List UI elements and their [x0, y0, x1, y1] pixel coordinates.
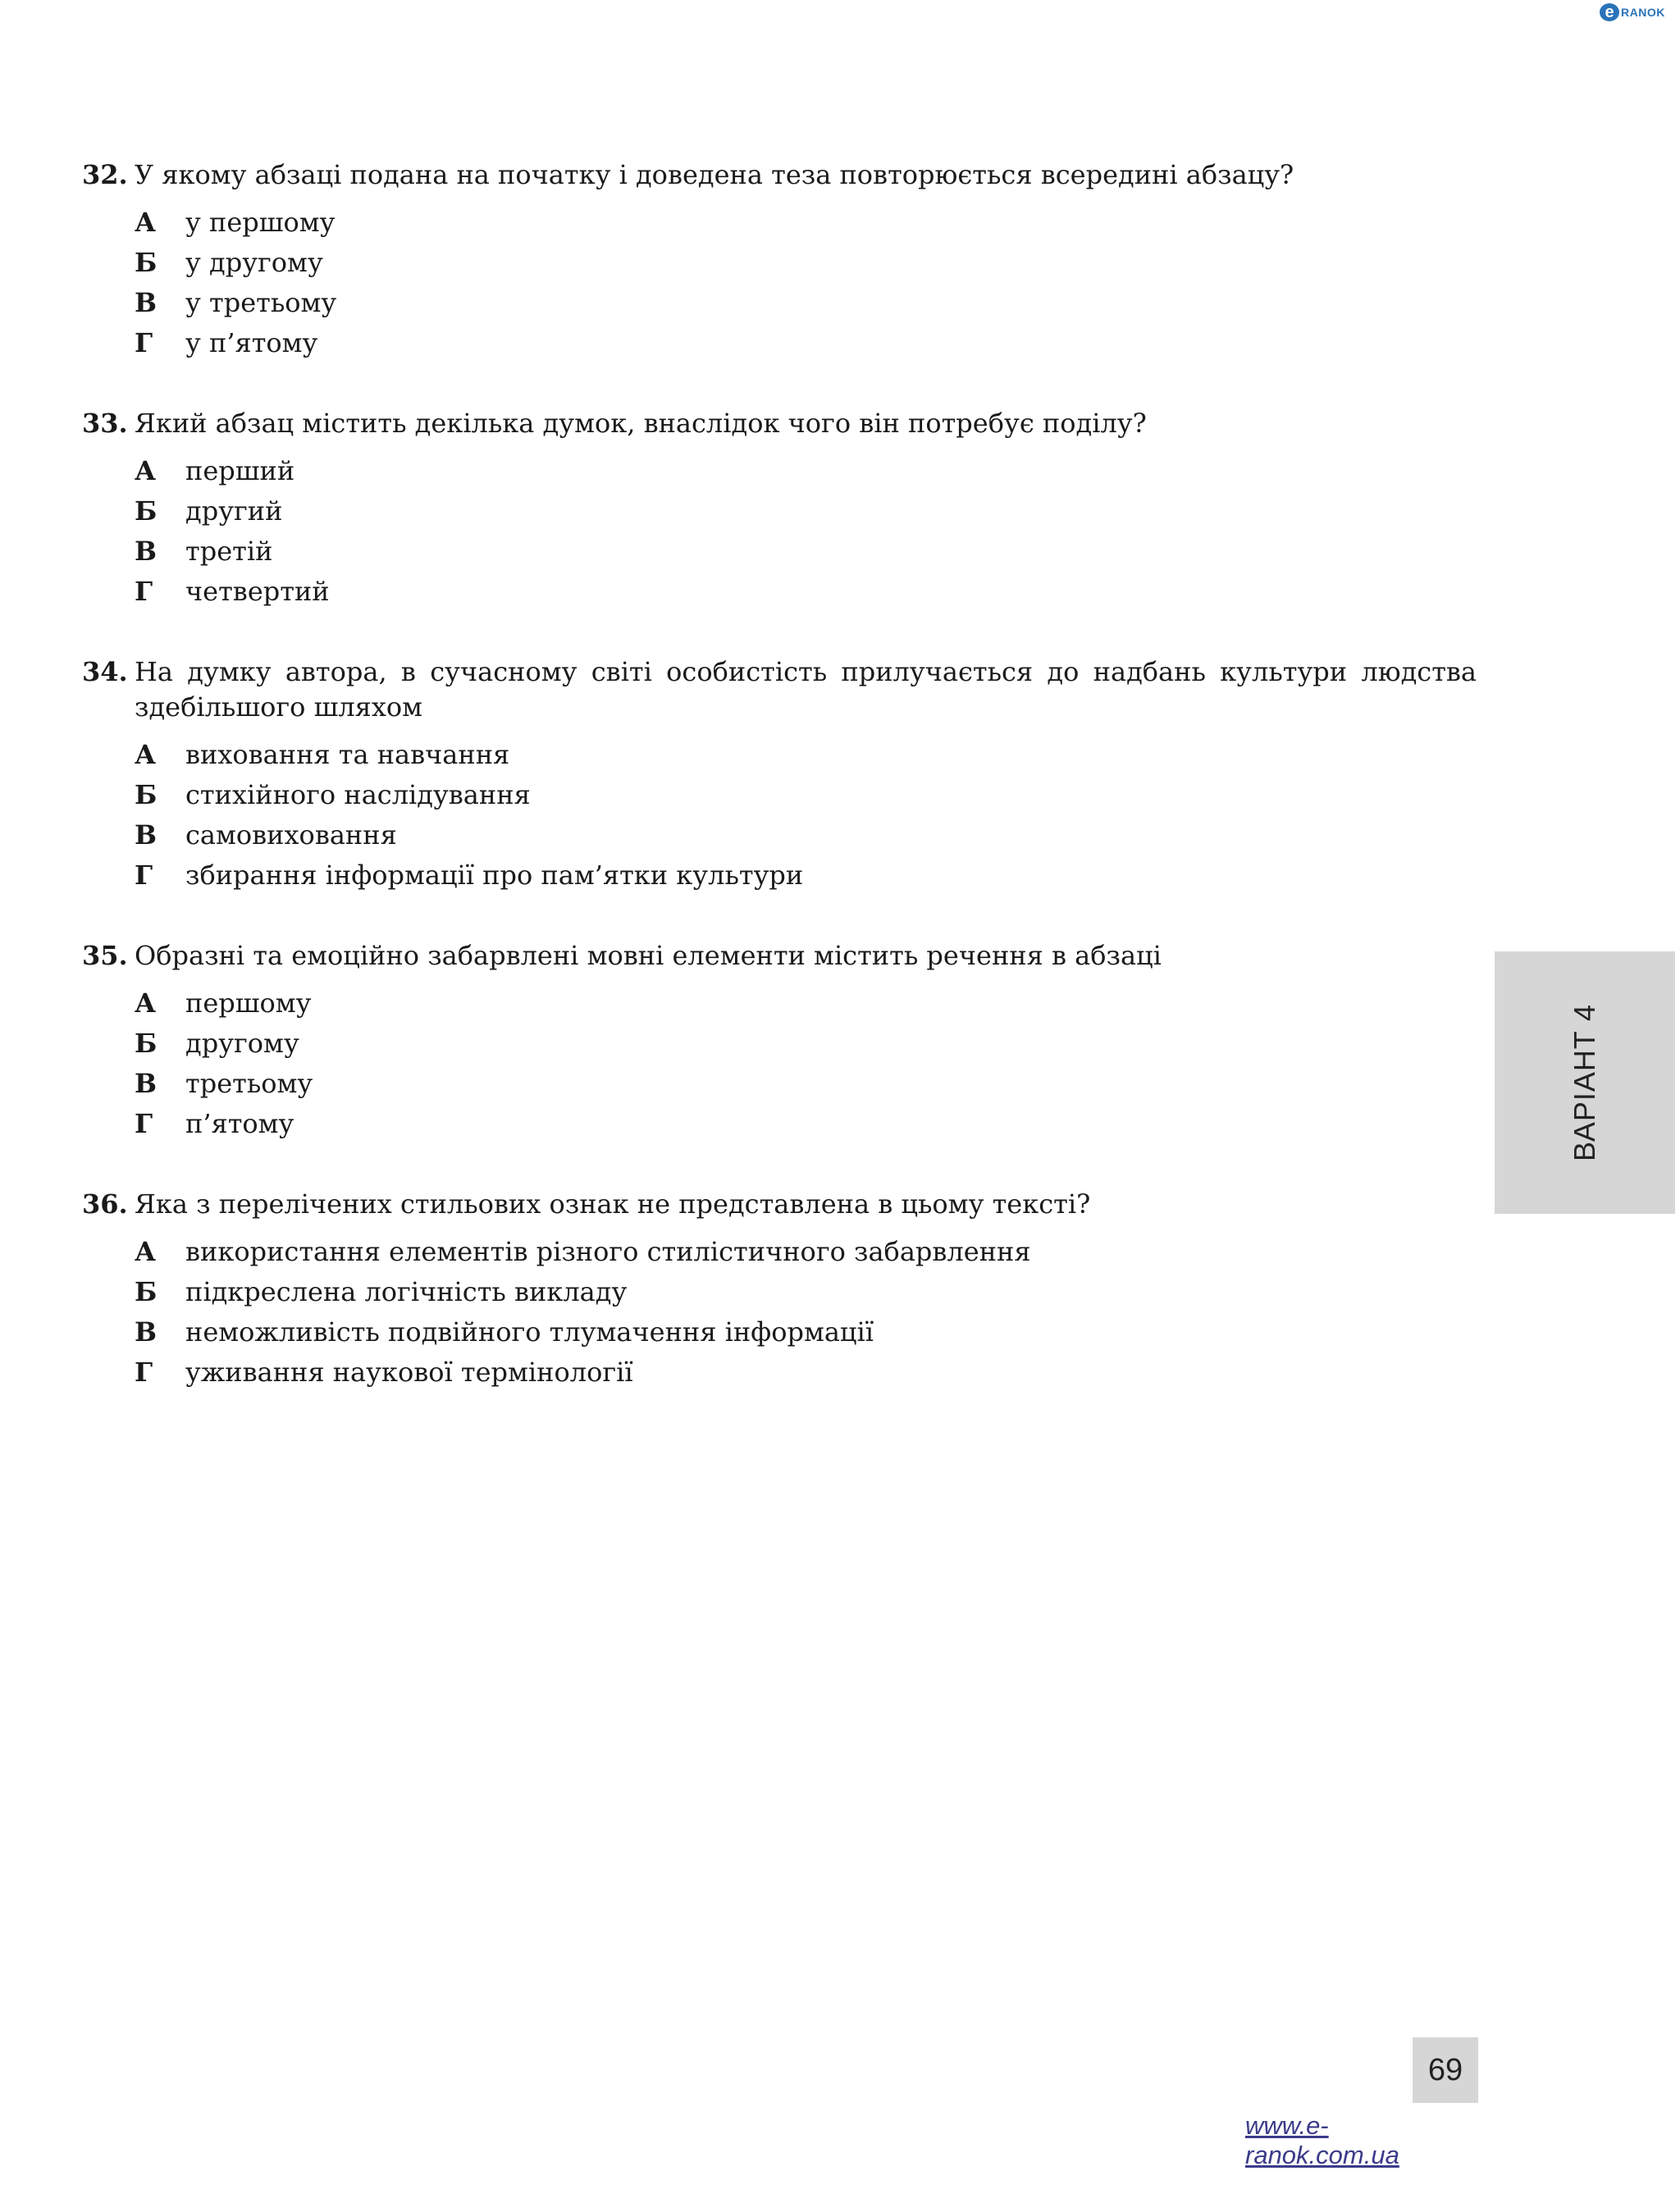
- question-number: 35.: [82, 940, 128, 971]
- option-letter: Б: [135, 1028, 158, 1059]
- option-letter: А: [135, 987, 157, 1019]
- question-text: Який абзац містить декілька думок, внаслідок чого він потребує поділу?: [135, 408, 1147, 439]
- option-text: підкреслена логічність викладу: [185, 1276, 628, 1307]
- option-text: стихійного наслідування: [185, 779, 531, 810]
- option-text: другий: [185, 495, 283, 527]
- answer-option: [135, 323, 1477, 363]
- option-letter: А: [135, 455, 157, 486]
- publisher-logo: [1600, 0, 1678, 25]
- answer-option: [135, 451, 1477, 491]
- question-34: [82, 654, 1477, 896]
- option-text: у п’ятому: [185, 327, 318, 358]
- answer-option: [135, 1272, 1477, 1312]
- option-letter: Б: [135, 247, 158, 278]
- question-number: 32.: [82, 159, 128, 190]
- option-text: використання елементів різного стилістичного забарвлення: [185, 1236, 1031, 1267]
- answer-option: [135, 531, 1477, 572]
- answer-option: [135, 1104, 1477, 1144]
- option-text: неможливість подвійного тлумачення інформації: [185, 1316, 874, 1348]
- option-text: виховання та навчання: [185, 739, 510, 770]
- option-text: першому: [185, 987, 312, 1019]
- option-text: перший: [185, 455, 295, 486]
- logo-mark: e: [1600, 3, 1619, 21]
- answer-option: [135, 572, 1477, 612]
- option-letter: Б: [135, 495, 158, 527]
- option-letter: Г: [135, 576, 153, 607]
- answer-option: [135, 1352, 1477, 1393]
- answer-option: [135, 775, 1477, 815]
- option-letter: Б: [135, 779, 158, 810]
- option-text: другому: [185, 1028, 299, 1059]
- logo-text: RANOK: [1621, 6, 1665, 19]
- option-text: четвертий: [185, 576, 330, 607]
- option-text: збирання інформації про пам’ятки культури: [185, 860, 804, 891]
- option-letter: Б: [135, 1276, 158, 1307]
- page-number: 69: [1413, 2037, 1478, 2103]
- option-letter: В: [135, 1068, 158, 1099]
- questions-section: [82, 157, 1477, 1435]
- answer-options: [135, 451, 1477, 612]
- answer-option: [135, 243, 1477, 283]
- answer-option: [135, 1064, 1477, 1104]
- option-letter: Г: [135, 327, 153, 358]
- question-text: Образні та емоційно забарвлені мовні елементи містить речення в абзаці: [135, 940, 1162, 971]
- option-text: третій: [185, 536, 273, 567]
- question-33: [82, 406, 1477, 612]
- question-text: У якому абзаці подана на початку і доведена теза повторюється всередині абзацу?: [135, 159, 1294, 190]
- answer-options: [135, 203, 1477, 363]
- question-text: Яка з перелічених стильових ознак не представлена в цьому тексті?: [135, 1188, 1091, 1220]
- option-text: самовиховання: [185, 819, 397, 851]
- option-letter: А: [135, 1236, 157, 1267]
- answer-options: [135, 983, 1477, 1144]
- question-number: 33.: [82, 408, 128, 439]
- answer-option: [135, 1232, 1477, 1272]
- option-letter: А: [135, 739, 157, 770]
- answer-option: [135, 283, 1477, 323]
- question-32: [82, 157, 1477, 363]
- answer-option: [135, 735, 1477, 775]
- answer-option: [135, 203, 1477, 243]
- answer-option: [135, 491, 1477, 531]
- question-number: 34.: [82, 656, 128, 687]
- answer-option: [135, 1312, 1477, 1352]
- answer-option: [135, 983, 1477, 1024]
- option-text: третьому: [185, 1068, 313, 1099]
- option-letter: В: [135, 1316, 158, 1348]
- option-text: у третьому: [185, 287, 337, 318]
- option-text: у першому: [185, 207, 336, 238]
- option-letter: Г: [135, 860, 153, 891]
- option-letter: В: [135, 287, 158, 318]
- website-link[interactable]: www.e-ranok.com.ua: [1245, 2111, 1399, 2169]
- option-text: п’ятому: [185, 1108, 294, 1139]
- option-letter: Г: [135, 1357, 153, 1388]
- question-text: На думку автора, в сучасному світі особистість прилучається до надбань культури людства здебільшого шляхом: [135, 656, 1477, 723]
- variant-label: ВАРІАНТ 4: [1568, 1004, 1601, 1161]
- answer-options: [135, 735, 1477, 896]
- question-number: 36.: [82, 1188, 128, 1220]
- option-letter: В: [135, 536, 158, 567]
- option-text: уживання наукової термінології: [185, 1357, 633, 1388]
- option-letter: А: [135, 207, 157, 238]
- answer-option: [135, 815, 1477, 855]
- question-36: [82, 1187, 1477, 1393]
- question-35: [82, 938, 1477, 1144]
- option-letter: В: [135, 819, 158, 851]
- option-letter: Г: [135, 1108, 153, 1139]
- variant-side-tab: [1495, 951, 1675, 1214]
- answer-options: [135, 1232, 1477, 1393]
- answer-option: [135, 1024, 1477, 1064]
- option-text: у другому: [185, 247, 323, 278]
- answer-option: [135, 855, 1477, 896]
